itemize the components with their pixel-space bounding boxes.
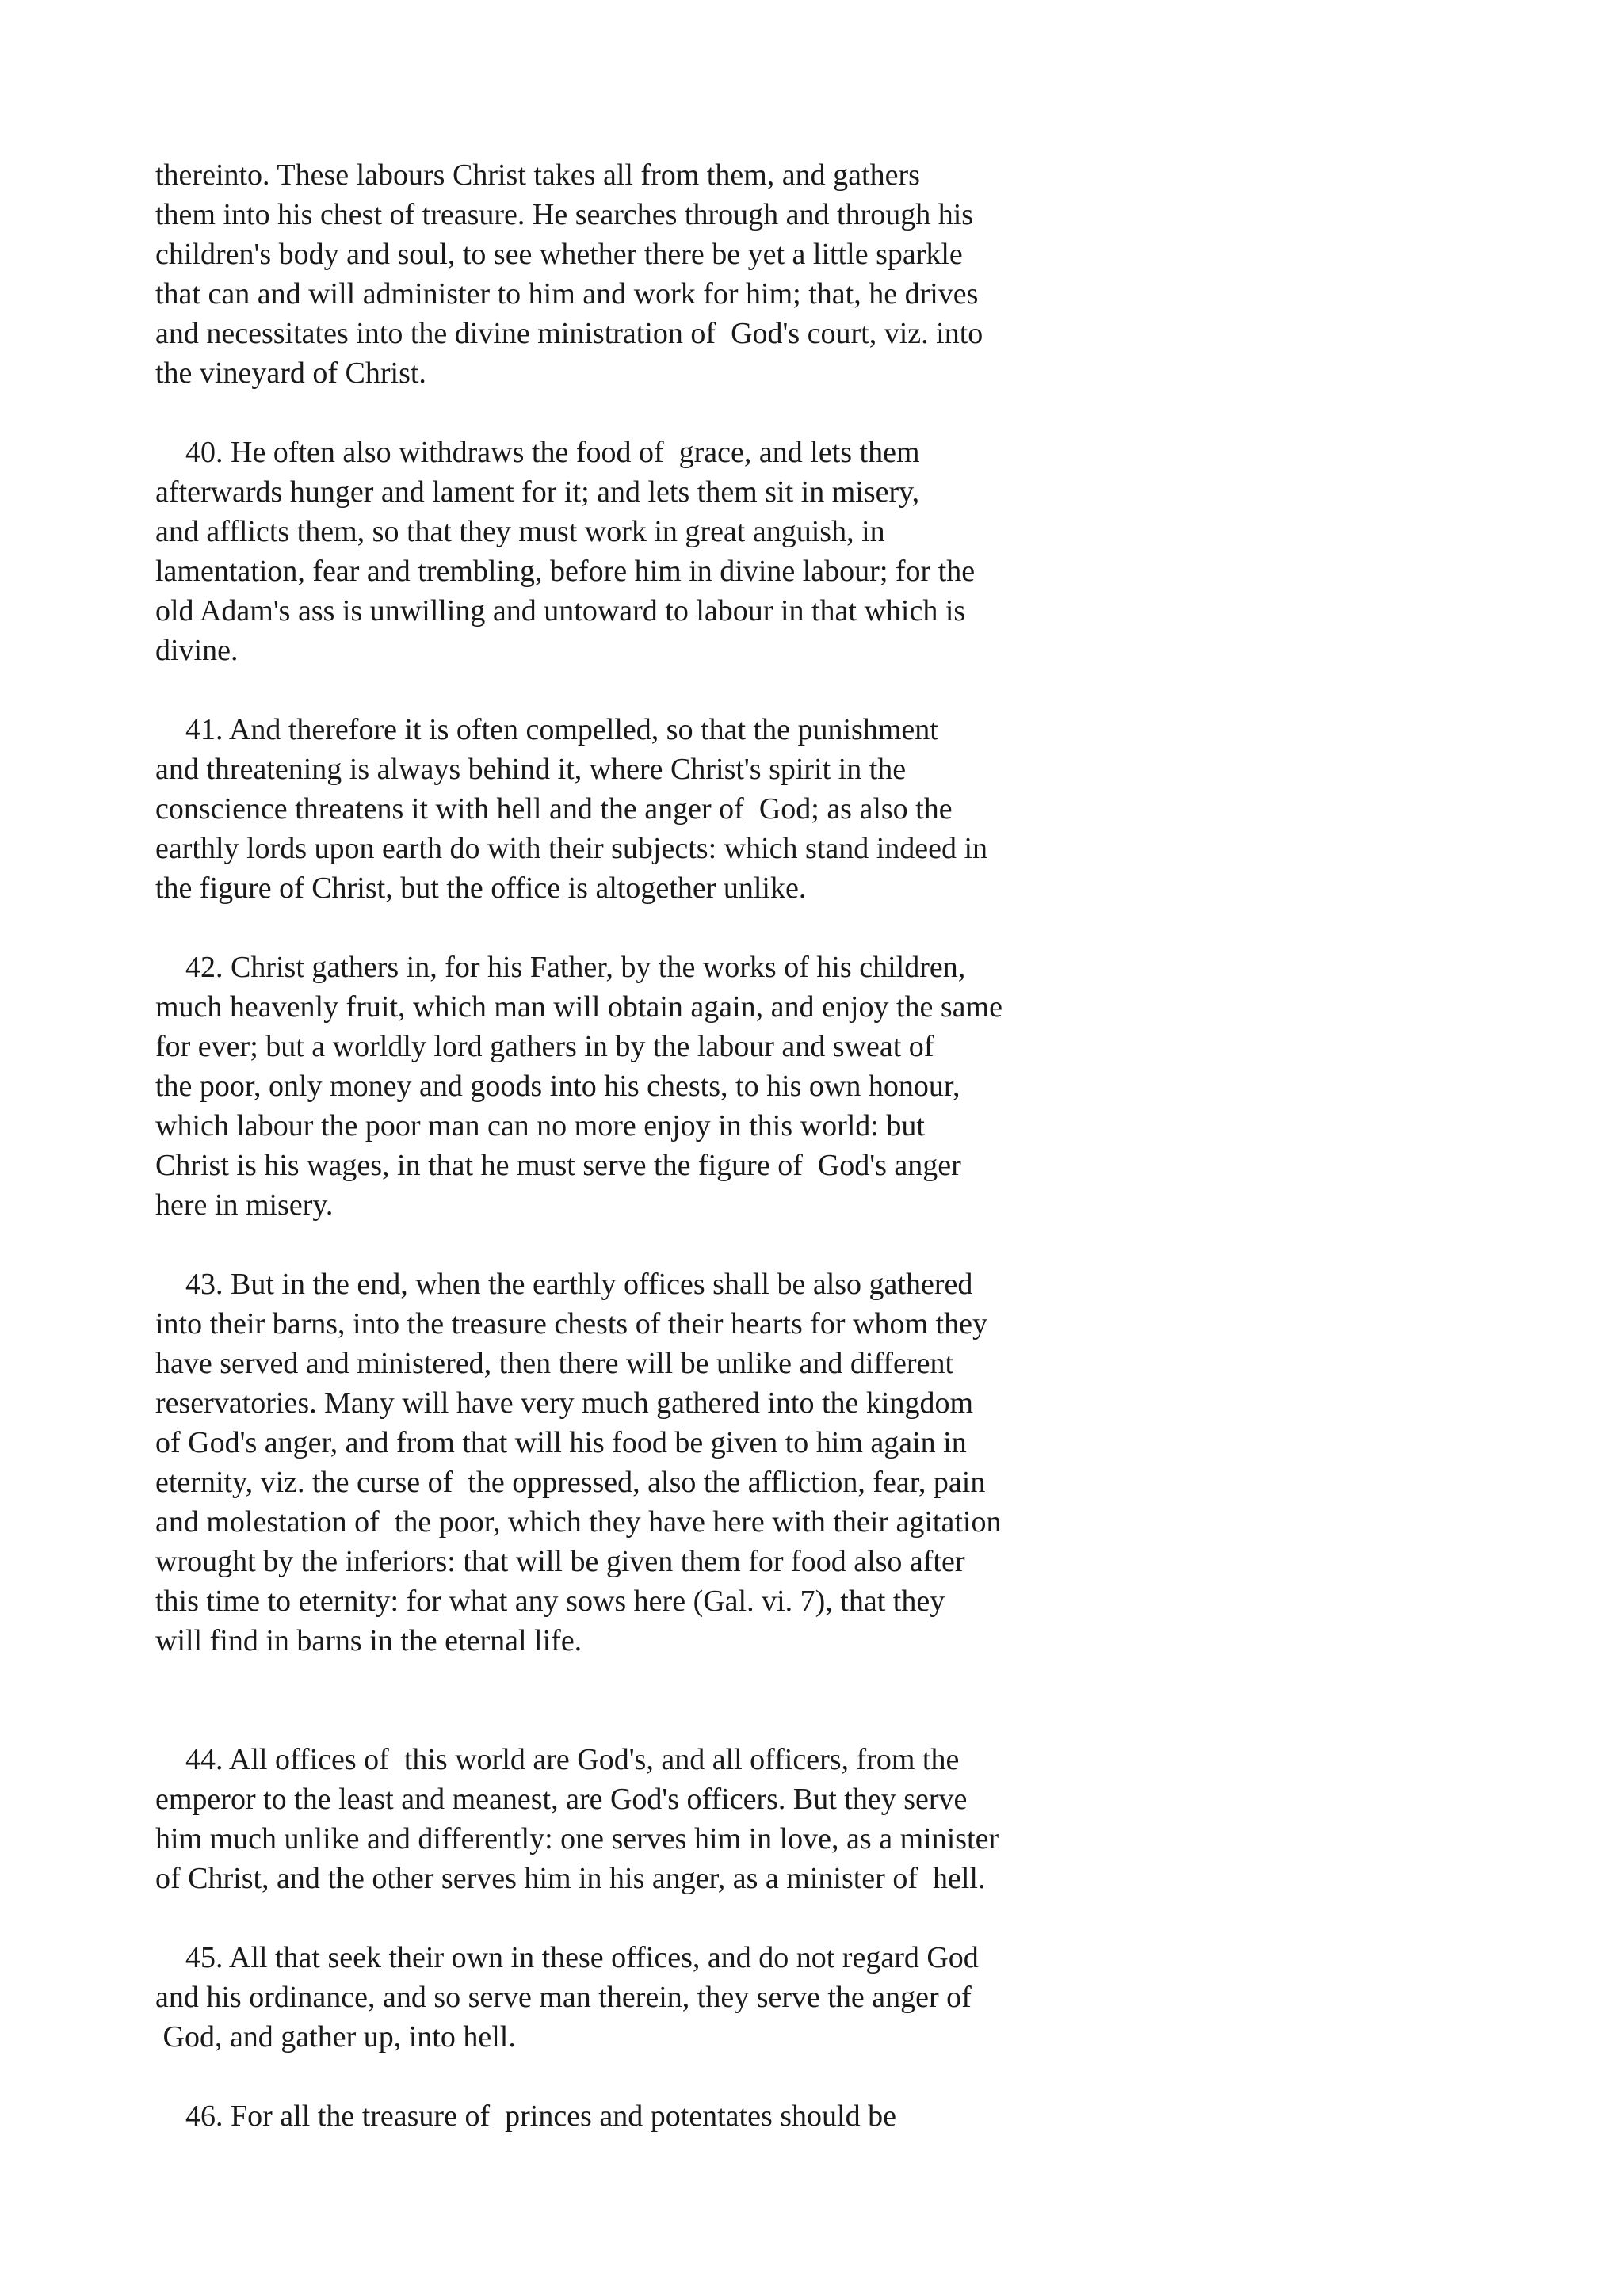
- text-line: of Christ, and the other serves him in his anger, as a minister of hell.: [155, 1862, 986, 1895]
- text-line: earthly lords upon earth do with their subjects: which stand indeed in: [155, 832, 988, 865]
- text-line: God, and gather up, into hell.: [155, 2020, 516, 2054]
- paragraph-39-continued: [155, 155, 1392, 393]
- text-line: divine.: [155, 634, 239, 667]
- text-line: 41. And therefore it is often compelled, so that the punishment: [155, 713, 938, 746]
- text-line: the poor, only money and goods into his chests, to his own honour,: [155, 1070, 960, 1103]
- text-line: wrought by the inferiors: that will be given them for food also after: [155, 1545, 965, 1578]
- text-line: and molestation of the poor, which they have here with their agitation: [155, 1505, 1002, 1539]
- text-line: the figure of Christ, but the office is altogether unlike.: [155, 871, 807, 905]
- text-line: and necessitates into the divine ministration of God's court, viz. into: [155, 317, 983, 350]
- paragraph-40: [155, 433, 1392, 670]
- document-body: [155, 155, 1392, 2176]
- text-line: and his ordinance, and so serve man therein, they serve the anger of: [155, 1981, 972, 2014]
- text-line: will find in barns in the eternal life.: [155, 1624, 582, 1657]
- text-line: 43. But in the end, when the earthly offices shall be also gathered: [155, 1268, 973, 1301]
- text-line: 40. He often also withdraws the food of grace, and lets them: [155, 436, 920, 469]
- text-line: and threatening is always behind it, where Christ's spirit in the: [155, 753, 907, 786]
- text-line: emperor to the least and meanest, are God's officers. But they serve: [155, 1783, 968, 1816]
- text-line: and afflicts them, so that they must work in great anguish, in: [155, 515, 885, 548]
- text-line: Christ is his wages, in that he must serve the figure of God's anger: [155, 1149, 961, 1182]
- text-line: 45. All that seek their own in these offices, and do not regard God: [155, 1941, 979, 1974]
- text-line: eternity, viz. the curse of the oppressed, also the affliction, fear, pain: [155, 1466, 986, 1499]
- text-line: him much unlike and differently: one serves him in love, as a minister: [155, 1822, 999, 1855]
- text-line: old Adam's ass is unwilling and untoward to labour in that which is: [155, 594, 966, 627]
- text-line: the vineyard of Christ.: [155, 357, 426, 390]
- paragraph-43: [155, 1264, 1392, 1661]
- text-line: much heavenly fruit, which man will obtain again, and enjoy the same: [155, 990, 1002, 1024]
- paragraph-46: [155, 2096, 1392, 2136]
- text-line: reservatories. Many will have very much gathered into the kingdom: [155, 1386, 974, 1420]
- text-line: into their barns, into the treasure chests of their hearts for whom they: [155, 1307, 987, 1341]
- text-line: which labour the poor man can no more enjoy in this world: but: [155, 1109, 925, 1142]
- paragraph-45: [155, 1938, 1392, 2057]
- text-line: lamentation, fear and trembling, before him in divine labour; for the: [155, 555, 976, 588]
- text-line: of God's anger, and from that will his food be given to him again in: [155, 1426, 967, 1459]
- text-line: conscience threatens it with hell and the anger of God; as also the: [155, 792, 953, 826]
- text-line: 44. All offices of this world are God's, and all officers, from the: [155, 1743, 960, 1776]
- paragraph-42: [155, 948, 1392, 1225]
- text-line: 42. Christ gathers in, for his Father, by the works of his children,: [155, 951, 966, 984]
- text-line: 46. For all the treasure of princes and potentates should be: [155, 2100, 896, 2133]
- paragraph-44: [155, 1740, 1392, 1898]
- text-line: for ever; but a worldly lord gathers in by the labour and sweat of: [155, 1030, 934, 1063]
- text-line: this time to eternity: for what any sows here (Gal. vi. 7), that they: [155, 1585, 945, 1618]
- text-line: thereinto. These labours Christ takes all from them, and gathers: [155, 158, 920, 192]
- text-line: have served and ministered, then there will be unlike and different: [155, 1347, 953, 1380]
- text-line: them into his chest of treasure. He searches through and through his: [155, 198, 974, 231]
- text-line: that can and will administer to him and work for him; that, he drives: [155, 277, 979, 311]
- text-line: afterwards hunger and lament for it; and lets them sit in misery,: [155, 475, 920, 509]
- text-line: children's body and soul, to see whether there be yet a little sparkle: [155, 238, 963, 271]
- paragraph-41: [155, 710, 1392, 908]
- text-line: here in misery.: [155, 1188, 334, 1222]
